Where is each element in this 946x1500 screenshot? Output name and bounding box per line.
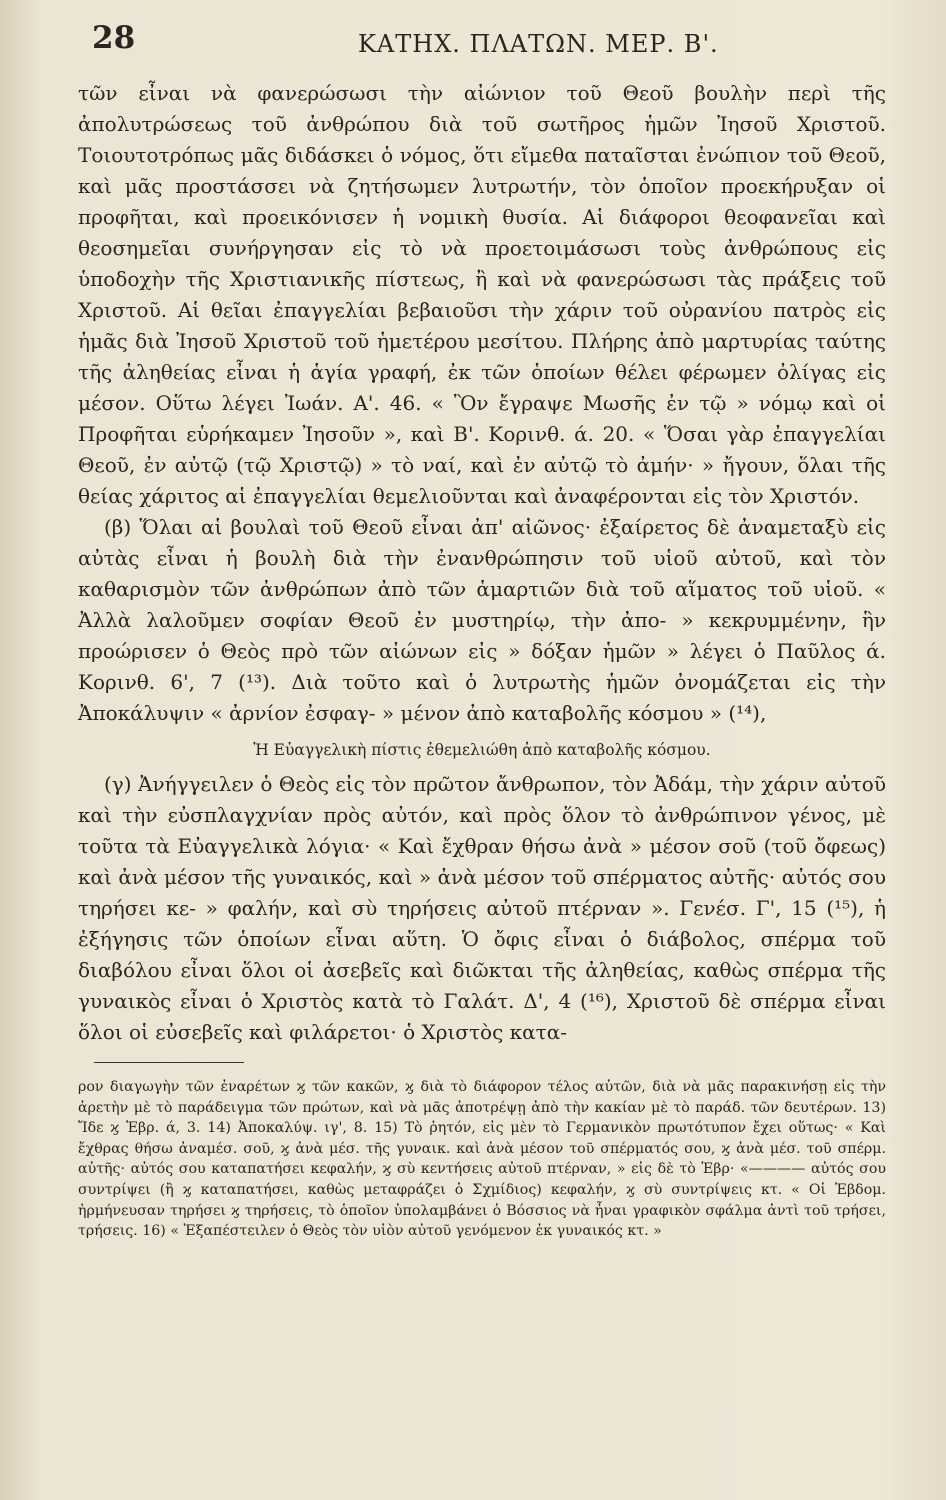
- footnotes: [78, 1077, 886, 1242]
- footnote-divider: [94, 1062, 244, 1063]
- section-subheading: Ἡ Εὐαγγελικὴ πίστις ἐθεμελιώθη ἀπὸ καταβολῆς κόσμου.: [253, 741, 711, 759]
- footnote-text: ρον διαγωγὴν τῶν ἐναρέτων ϗ τῶν κακῶν, ϗ διὰ τὸ διάφορον τέλος αὐτῶν, διὰ νὰ μᾶς παρακινήσῃ εἰς τὴν ἀρετὴν μὲ τὸ παράδειγμα τῶν πρώτων, καὶ νὰ μᾶς ἀποτρέψῃ ἀπὸ τὴν κακίαν μὲ τὸ παράδ. τῶν δευτέρων. 13) Ἴδε ϗ Ἑβρ. ά, 3. 14) Ἀποκαλύψ. ιγ', 8. 15) Τὸ ῥητόν, εἰς μὲν τὸ Γερμανικὸν πρωτότυπον ἔχει οὕτως· « Καὶ ἔχθρας θήσω ἀναμέσ. σοῦ, ϗ ἀνὰ μέσ. τῆς γυναικ. καὶ ἀνὰ μέσον τοῦ σπέρματός σου, ϗ ἀνὰ μέσ. τοῦ σπέρμ. αὐτῆς· αὐτός σου καταπατήσει κεφαλήν, ϗ σὺ κεντήσεις αὐτοῦ πτέρναν, » εἰς δὲ τὸ Ἑβρ· «———— αὐτός σου συντρίψει (ἢ ϗ καταπατήσει, καθὼς μεταφράζει ὁ Σχμίδιος) κεφαλήν, ϗ σὺ συντρίψεις κτ. « Οἱ Ἑβδομ. ἡρμήνευσαν τηρήσει ϗ τηρήσεις, τὸ ὁποῖον ὑπολαμβάνει ὁ Βόσσιος νὰ ἦναι γραφικὸν σφάλμα ἀντὶ τοῦ τρήσει, τρήσεις. 16) « Ἐξαπέστειλεν ὁ Θεὸς τὸν υἱὸν αὐτοῦ γενόμενον ἐκ γυναικός κτ. »: [78, 1079, 886, 1240]
- main-text: [78, 78, 886, 1048]
- paragraph-c: (γ) Ἀνήγγειλεν ὁ Θεὸς εἰς τὸν πρῶτον ἄνθρωπον, τὸν Ἀδάμ, τὴν χάριν αὐτοῦ καὶ τὴν εὐσπλαγχνίαν πρὸς αὐτόν, καὶ πρὸς ὅλον τὸ ἀνθρώπινον γένος, μὲ τοῦτα τὰ Εὐαγγελικὰ λόγια· « Καὶ ἔχθραν θήσω ἀνὰ » μέσον σοῦ (τοῦ ὄφεως) καὶ ἀνὰ μέσον τῆς γυναικός, καὶ » ἀνὰ μέσον τοῦ σπέρματος αὐτῆς· αὐτός σου τηρήσει κε- » φαλήν, καὶ σὺ τηρήσεις αὐτοῦ πτέρναν ». Γενέσ. Γ', 15 (¹⁵), ἡ ἐξήγησις τῶν ὁποίων εἶναι αὕτη. Ὁ ὄφις εἶναι ὁ διάβολος, σπέρμα τοῦ διαβόλου εἶναι ὅλοι οἱ ἀσεβεῖς καὶ διῶκται τῆς ἀληθείας, καθὼς σπέρμα τῆς γυναικὸς εἶναι ὁ Χριστὸς κατὰ τὸ Γαλάτ. Δ', 4 (¹⁶), Χριστοῦ δὲ σπέρμα εἶναι ὅλοι οἱ εὐσεβεῖς καὶ φιλάρετοι· ὁ Χριστὸς κατα-: [78, 772, 886, 1044]
- page-header: [78, 18, 886, 78]
- paragraph-1: τῶν εἶναι νὰ φανερώσωσι τὴν αἰώνιον τοῦ Θεοῦ βουλὴν περὶ τῆς ἀπολυτρώσεως τοῦ ἀνθρώπου διὰ τοῦ σωτῆρος ἡμῶν Ἰησοῦ Χριστοῦ. Τοιουτοτρόπως μᾶς διδάσκει ὁ νόμος, ὅτι εἴμεθα παταῖσται ἐνώπιον τοῦ Θεοῦ, καὶ μᾶς προστάσσει νὰ ζητήσωμεν λυτρωτήν, τὸν ὁποῖον προεκήρυξαν οἱ προφῆται, καὶ προεικόνισεν ἡ νομικὴ θυσία. Αἱ διάφοροι θεοφανεῖαι καὶ θεοσημεῖαι συνήργησαν εἰς τὸ νὰ προετοιμάσωσι τοὺς ἀνθρώπους εἰς ὑποδοχὴν τῆς Χριστιανικῆς πίστεως, ἢ καὶ νὰ φανερώσωσι τὰς πράξεις τοῦ Χριστοῦ. Αἱ θεῖαι ἐπαγγελίαι βεβαιοῦσι τὴν χάριν τοῦ οὐρανίου πατρὸς εἰς ἡμᾶς διὰ Ἰησοῦ Χριστοῦ τοῦ ἡμετέρου μεσίτου. Πλήρης ἀπὸ μαρτυρίας ταύτης τῆς ἀληθείας εἶναι ἡ ἁγία γραφή, ἐκ τῶν ὁποίων θέλει φέρωμεν ὀλίγας εἰς μέσον. Οὕτω λέγει Ἰωάν. Α'. 46. « Ὃν ἔγραψε Μωσῆς ἐν τῷ » νόμῳ καὶ οἱ Προφῆται εὑρήκαμεν Ἰησοῦν », καὶ Β'. Κορινθ. ά. 20. « Ὅσαι γὰρ ἐπαγγελίαι Θεοῦ, ἐν αὐτῷ (τῷ Χριστῷ) » τὸ ναί, καὶ ἐν αὐτῷ τὸ ἀμήν· » ἤγουν, ὅλαι τῆς θείας χάριτος αἱ ἐπαγγελίαι θεμελιοῦνται καὶ ἀναφέρονται εἰς τὸν Χριστόν.: [78, 81, 886, 508]
- page-number: 28: [92, 20, 136, 56]
- paragraph-b: (β) Ὅλαι αἱ βουλαὶ τοῦ Θεοῦ εἶναι ἀπ' αἰῶνος· ἐξαίρετος δὲ ἀναμεταξὺ εἰς αὐτὰς εἶναι ἡ βουλὴ διὰ τὴν ἐνανθρώπησιν τοῦ υἱοῦ αὐτοῦ, καὶ τὸν καθαρισμὸν τῶν ἀνθρώπων ἀπὸ τῶν ἁμαρτιῶν διὰ τοῦ αἵματος τοῦ υἱοῦ. « Ἀλλὰ λαλοῦμεν σοφίαν Θεοῦ ἐν μυστηρίῳ, τὴν ἀπο- » κεκρυμμένην, ἣν προώρισεν ὁ Θεὸς πρὸ τῶν αἰώνων εἰς » δόξαν ἡμῶν » λέγει ὁ Παῦλος ά. Κορινθ. 6', 7 (¹³). Διὰ τοῦτο καὶ ὁ λυτρωτὴς ἡμῶν ὀνομάζεται εἰς τὴν Ἀποκάλυψιν « ἀρνίον ἐσφαγ- » μένον ἀπὸ καταβολῆς κόσμου » (¹⁴),: [78, 515, 886, 725]
- running-head: ΚΑΤΗΧ. ΠΛΑΤΩΝ. ΜΕΡ. Β'.: [358, 30, 719, 58]
